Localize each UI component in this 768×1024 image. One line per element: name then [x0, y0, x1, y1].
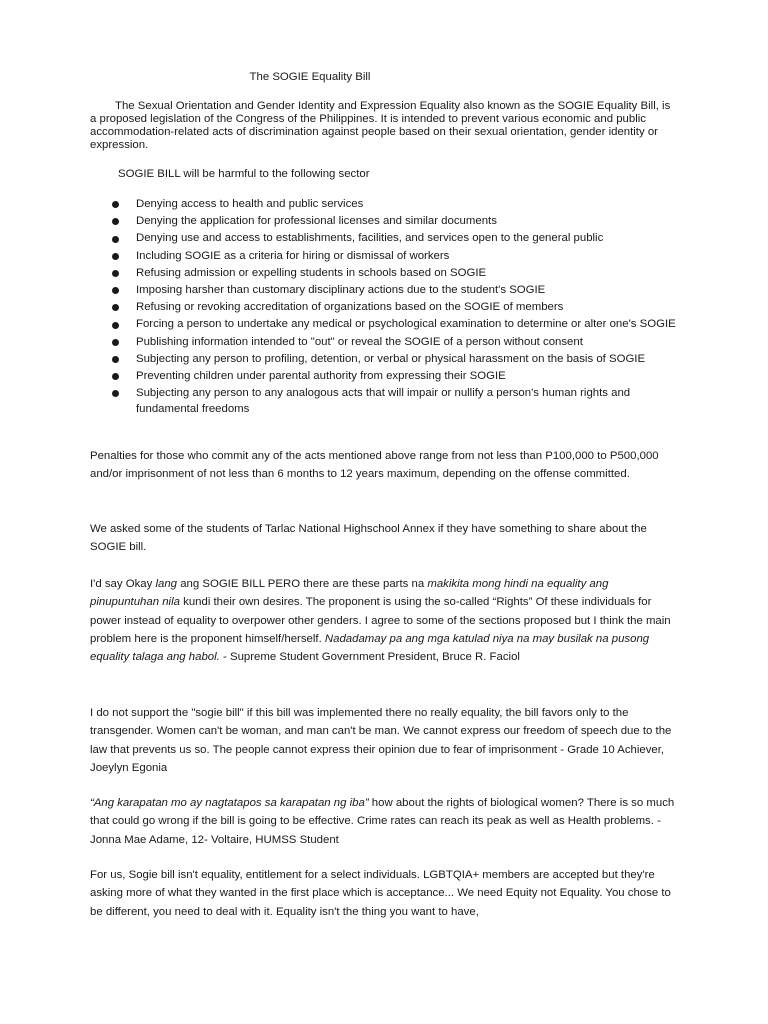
bullet-icon	[112, 270, 119, 277]
list-item: Subjecting any person to any analogous acts that will impair or nullify a person's human rights and fundamental freedoms	[0, 386, 676, 419]
list-item: Imposing harsher than customary disciplinary actions due to the student's SOGIE	[0, 283, 676, 300]
bullet-icon	[112, 236, 119, 243]
asked-paragraph: We asked some of the students of Tarlac National Highschool Annex if they have something to share about the SOGIE bill.	[90, 523, 647, 554]
bullet-icon	[112, 218, 119, 225]
bullet-icon	[112, 390, 119, 397]
intro-paragraph: The Sexual Orientation and Gender Identity and Expression Equality also known as the SOGIE Equality Bill, is a proposed legislation of the Congress of the Philippines. It is intended to prevent various economic and public accommodation-related acts of discrimination against people based on their sexual orientation, gender identity or expression.	[90, 100, 671, 151]
quote-ssg-president: I'd say Okay lang ang SOGIE BILL PERO there are these parts na makikita mong hindi na equality ang pinupuntuhan nila kundi their own desires. The proponent is using the so-called “Rights” Of these individuals for power instead of equality to overpower other genders. I agree to some of the sections proposed but I think the main problem here is the proponent himself/herself. Nadadamay pa ang mga katulad niya na may busilak na pusong equality talaga ang habol. - Supreme Student Government President, Bruce R. Faciol	[90, 578, 671, 664]
bullet-icon	[112, 201, 119, 208]
bullet-icon	[112, 339, 119, 346]
quote-equity: For us, Sogie bill isn't equality, entitlement for a select individuals. LGBTQIA+ members are accepted but they're asking more of what they wanted in the first place which is acceptance... We need Equity not Equality. You chose to be different, you need to deal with it. Equality isn't the thing you want to have,	[90, 869, 671, 918]
list-item: Denying access to health and public services	[0, 197, 676, 214]
list-item: Denying the application for professional licenses and similar documents	[0, 214, 676, 231]
bullet-icon	[112, 322, 119, 329]
list-item: Subjecting any person to profiling, detention, or verbal or physical harassment on the basis of SOGIE	[0, 352, 676, 369]
list-item: Including SOGIE as a criteria for hiring or dismissal of workers	[0, 249, 676, 266]
harm-list	[0, 197, 768, 419]
list-item: Forcing a person to undertake any medical or psychological examination to determine or alter one's SOGIE	[0, 317, 676, 334]
bullet-icon	[112, 253, 119, 260]
bullet-icon	[112, 287, 119, 294]
quote-grade10: I do not support the "sogie bill" if this bill was implemented there no really equality, the bill favors only to the transgender. Women can't be woman, and man can't be man. We cannot express our freedom of speech due to the law that prevents us so. The people cannot express their opinion due to fear of imprisonment - Grade 10 Achiever, Joeylyn Egonia	[90, 707, 672, 774]
list-item: Refusing or revoking accreditation of organizations based on the SOGIE of members	[0, 300, 676, 317]
sector-heading: SOGIE BILL will be harmful to the following sector	[118, 168, 370, 180]
page-title: The SOGIE Equality Bill	[249, 71, 371, 83]
list-item: Publishing information intended to "out" or reveal the SOGIE of a person without consent	[0, 335, 676, 352]
quote-humss: “Ang karapatan mo ay nagtatapos sa karapatan ng iba” how about the rights of biological women? There is so much that could go wrong if the bill is going to be effective. Crime rates can reach its peak as well as Health problems. - Jonna Mae Adame, 12- Voltaire, HUMSS Student	[90, 797, 675, 846]
bullet-icon	[112, 373, 119, 380]
list-item: Refusing admission or expelling students in schools based on SOGIE	[0, 266, 676, 283]
bullet-icon	[112, 304, 119, 311]
list-item: Preventing children under parental authority from expressing their SOGIE	[0, 369, 676, 386]
list-item: Denying use and access to establishments, facilities, and services open to the general public	[0, 231, 676, 248]
bullet-icon	[112, 356, 119, 363]
penalties-paragraph: Penalties for those who commit any of the acts mentioned above range from not less than P100,000 to P500,000 and/or imprisonment of not less than 6 months to 12 years maximum, depending on the offense committed.	[90, 450, 659, 481]
